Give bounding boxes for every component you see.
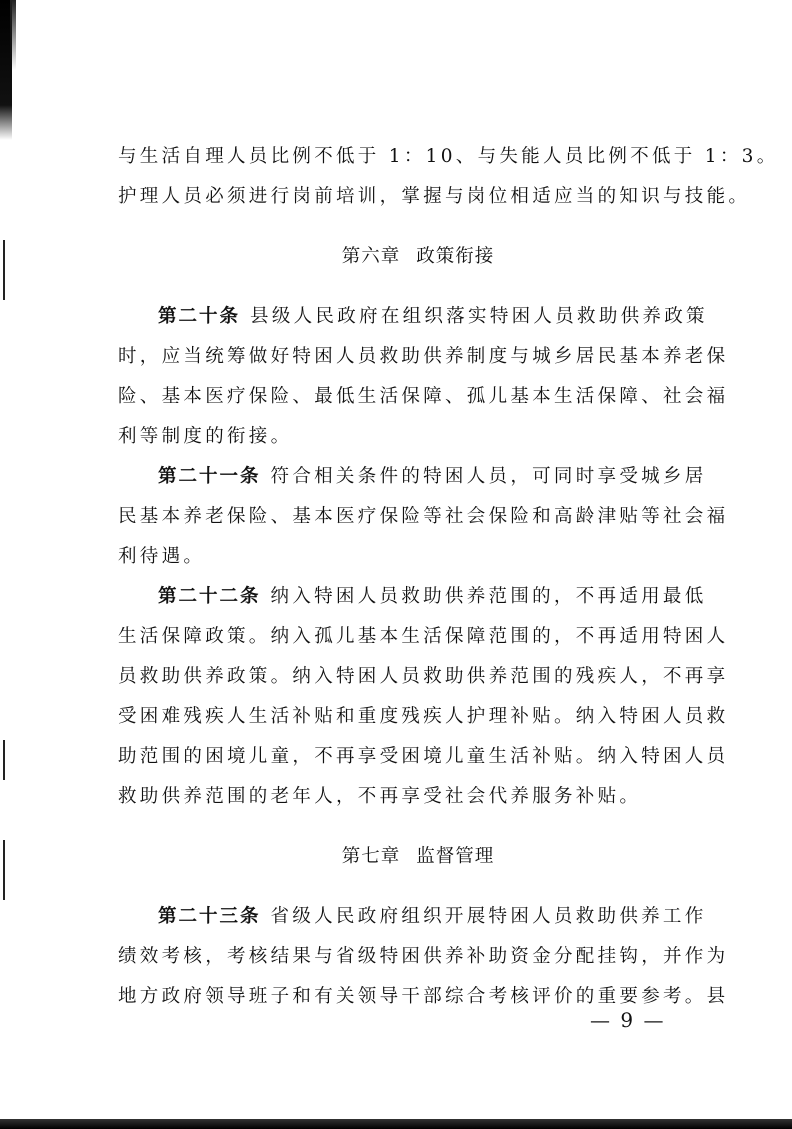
article-first-line xyxy=(118,463,758,491)
text-line: 省级人民政府组织开展特困人员救助供养工作 xyxy=(270,906,707,927)
text-line: 助范围的困境儿童，不再享受困境儿童生活补贴。纳入特困人员 xyxy=(118,746,729,767)
page-number: — 9 — xyxy=(590,1008,666,1032)
text-line: 护理人员必须进行岗前培训，掌握与岗位相适应当的知识与技能。 xyxy=(118,186,751,207)
text-line: 救助供养范围的老年人，不再享受社会代养服务补贴。 xyxy=(118,786,642,807)
text-line: 绩效考核，考核结果与省级特困供养补助资金分配挂钩，并作为 xyxy=(118,946,729,967)
text-line: 县级人民政府在组织落实特困人员救助供养政策 xyxy=(250,306,708,327)
scan-edge-mark xyxy=(3,240,5,300)
chapter-title: 监督管理 xyxy=(416,846,495,867)
text-line: 地方政府领导班子和有关领导干部综合考核评价的重要参考。县 xyxy=(118,986,729,1007)
text-line: 生活保障政策。纳入孤儿基本生活保障范围的，不再适用特困人 xyxy=(118,626,729,647)
article-label: 第二十三条 xyxy=(158,906,261,927)
text-line: 民基本养老保险、基本医疗保险等社会保险和高龄津贴等社会福 xyxy=(118,506,729,527)
text-line: 利待遇。 xyxy=(118,546,206,567)
chapter-heading xyxy=(118,843,718,871)
scan-bottom-edge xyxy=(0,1119,792,1129)
scan-edge-mark xyxy=(3,840,5,900)
article-label: 第二十二条 xyxy=(158,586,261,607)
text-line: 利等制度的衔接。 xyxy=(118,426,293,447)
scan-edge-mark xyxy=(3,740,5,780)
article-first-line xyxy=(118,303,758,331)
chapter-heading xyxy=(118,243,718,271)
text-line: 员救助供养政策。纳入特困人员救助供养范围的残疾人，不再享 xyxy=(118,666,729,687)
text-line: 受困难残疾人生活补贴和重度残疾人护理补贴。纳入特困人员救 xyxy=(118,706,729,727)
chapter-number: 第六章 xyxy=(341,246,401,267)
text-line: 险、基本医疗保险、最低生活保障、孤儿基本生活保障、社会福 xyxy=(118,386,729,407)
article-label: 第二十一条 xyxy=(158,466,261,487)
chapter-number: 第七章 xyxy=(341,846,401,867)
scan-edge-mark xyxy=(10,0,16,70)
text-line: 符合相关条件的特困人员，可同时享受城乡居 xyxy=(270,466,707,487)
text-line: 纳入特困人员救助供养范围的，不再适用最低 xyxy=(270,586,707,607)
article-label: 第二十条 xyxy=(158,306,241,327)
text-line: 与生活自理人员比例不低于 1：10、与失能人员比例不低于 1：3。 xyxy=(118,146,779,167)
chapter-title: 政策衔接 xyxy=(416,246,495,267)
text-line: 时，应当统筹做好特困人员救助供养制度与城乡居民基本养老保 xyxy=(118,346,729,367)
article-first-line xyxy=(118,903,758,931)
article-first-line xyxy=(118,583,758,611)
